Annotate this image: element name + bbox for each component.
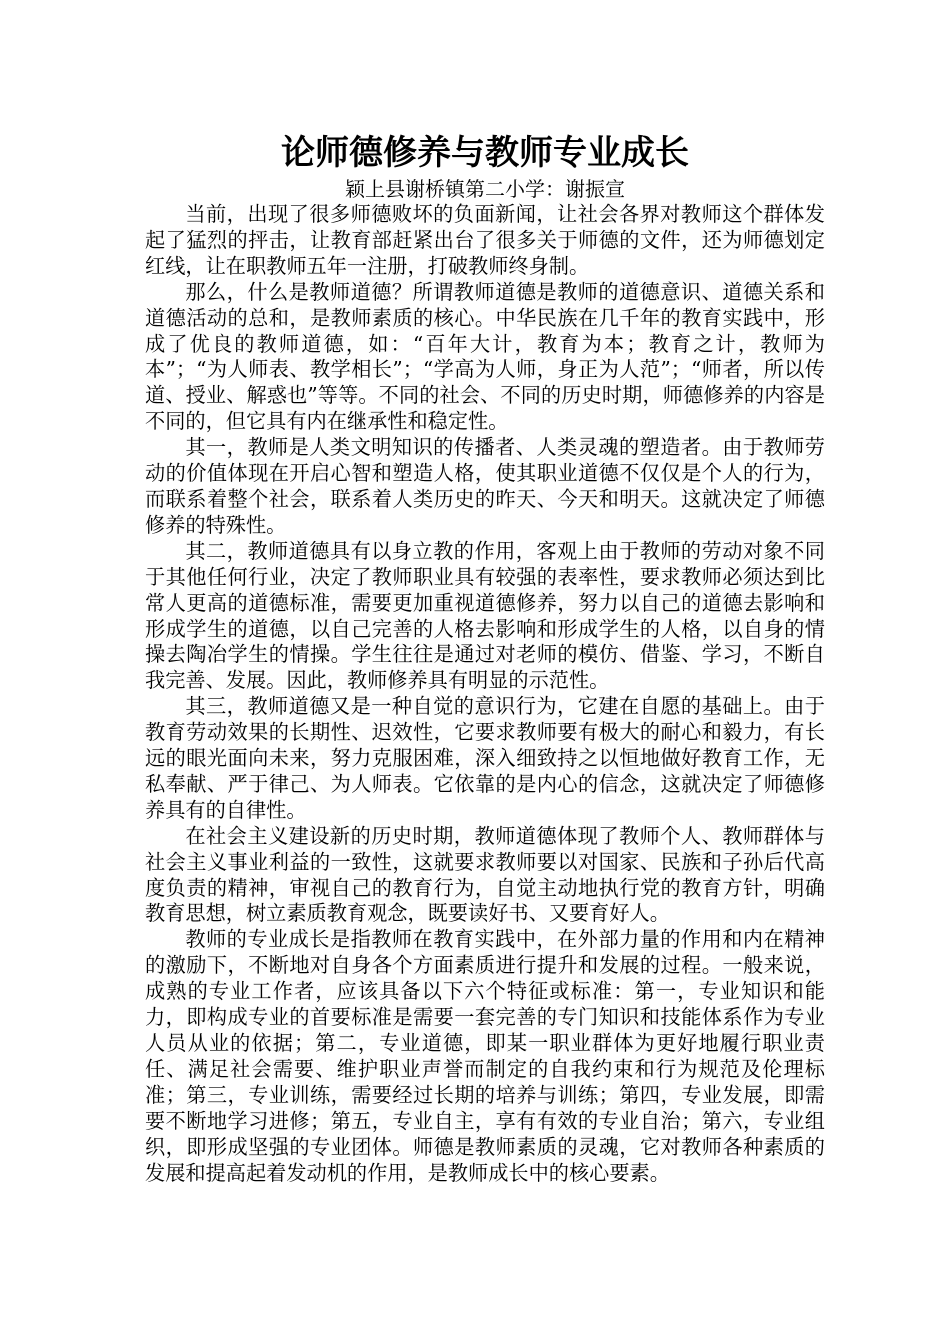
paragraph-4: 其二，教师道德具有以身立教的作用，客观上由于教师的劳动对象不同于其他任何行业，决定了教师职业具有较强的表率性，要求教师必须达到比常人更高的道德标准，需要更加重视道德修养，努力以自己的道德去影响和形成学生的道德，以自己完善的人格去影响和形成学生的人格，以自身的情操去陶冶学生的情操。学生往往是通过对老师的模仿、借鉴、学习，不断自我完善、发展。因此，教师修养具有明显的示范性。	[145, 538, 825, 693]
paragraph-5: 其三，教师道德又是一种自觉的意识行为，它建在自愿的基础上。由于教育劳动效果的长期性、迟效性，它要求教师要有极大的耐心和毅力，有长远的眼光面向未来，努力克服困难，深入细致持之以恒地做好教育工作，无私奉献、严于律己、为人师表。它依靠的是内心的信念，这就决定了师德修养具有的自律性。	[145, 694, 825, 822]
document-title: 论师德修养与教师专业成长	[281, 133, 689, 173]
document-author: 颖上县谢桥镇第二小学：谢振宣	[345, 177, 625, 201]
paragraph-2: 那么，什么是教师道德？所谓教师道德是教师的道德意识、道德关系和道德活动的总和，是教师素质的核心。中华民族在几千年的教育实践中，形成了优良的教师道德，如：“百年大计，教育为本；教育之计，教师为本”；“为人师表、教学相长”；“学高为人师，身正为人范”；“师者，所以传道、授业、解惑也”等等。不同的社会、不同的历史时期，师德修养的内容是不同的，但它具有内在继承性和稳定性。	[145, 279, 825, 434]
paragraph-6: 在社会主义建设新的历史时期，教师道德体现了教师个人、教师群体与社会主义事业利益的一致性，这就要求教师要以对国家、民族和子孙后代高度负责的精神，审视自己的教育行为，自觉主动地执行党的教育方针，明确教育思想，树立素质教育观念，既要读好书、又要育好人。	[145, 823, 825, 926]
paragraph-3: 其一，教师是人类文明知识的传播者、人类灵魂的塑造者。由于教师劳动的价值体现在开启心智和塑造人格，使其职业道德不仅仅是个人的行为，而联系着整个社会，联系着人类历史的昨天、今天和明天。这就决定了师德修养的特殊性。	[145, 435, 825, 537]
paragraph-1: 当前，出现了很多师德败坏的负面新闻，让社会各界对教师这个群体发起了猛烈的抨击，让教育部赶紧出台了很多关于师德的文件，还为师德划定红线，让在职教师五年一注册，打破教师终身制。	[145, 202, 825, 278]
paragraph-7: 教师的专业成长是指教师在教育实践中，在外部力量的作用和内在精神的激励下，不断地对自身各个方面素质进行提升和发展的过程。一般来说，成熟的专业工作者，应该具备以下六个特征或标准：第一，专业知识和能力，即构成专业的首要标准是需要一套完善的专门知识和技能体系作为专业人员从业的依据；第二，专业道德，即某一职业群体为更好地履行职业责任、满足社会需要、维护职业声誉而制定的自我约束和行为规范及伦理标准；第三，专业训练，需要经过长期的培养与训练；第四，专业发展，即需要不断地学习进修；第五，专业自主，享有有效的专业自治；第六，专业组织，即形成坚强的专业团体。师德是教师素质的灵魂，它对教师各种素质的发展和提高起着发动机的作用，是教师成长中的核心要素。	[145, 927, 825, 1185]
document-body	[145, 130, 825, 1186]
